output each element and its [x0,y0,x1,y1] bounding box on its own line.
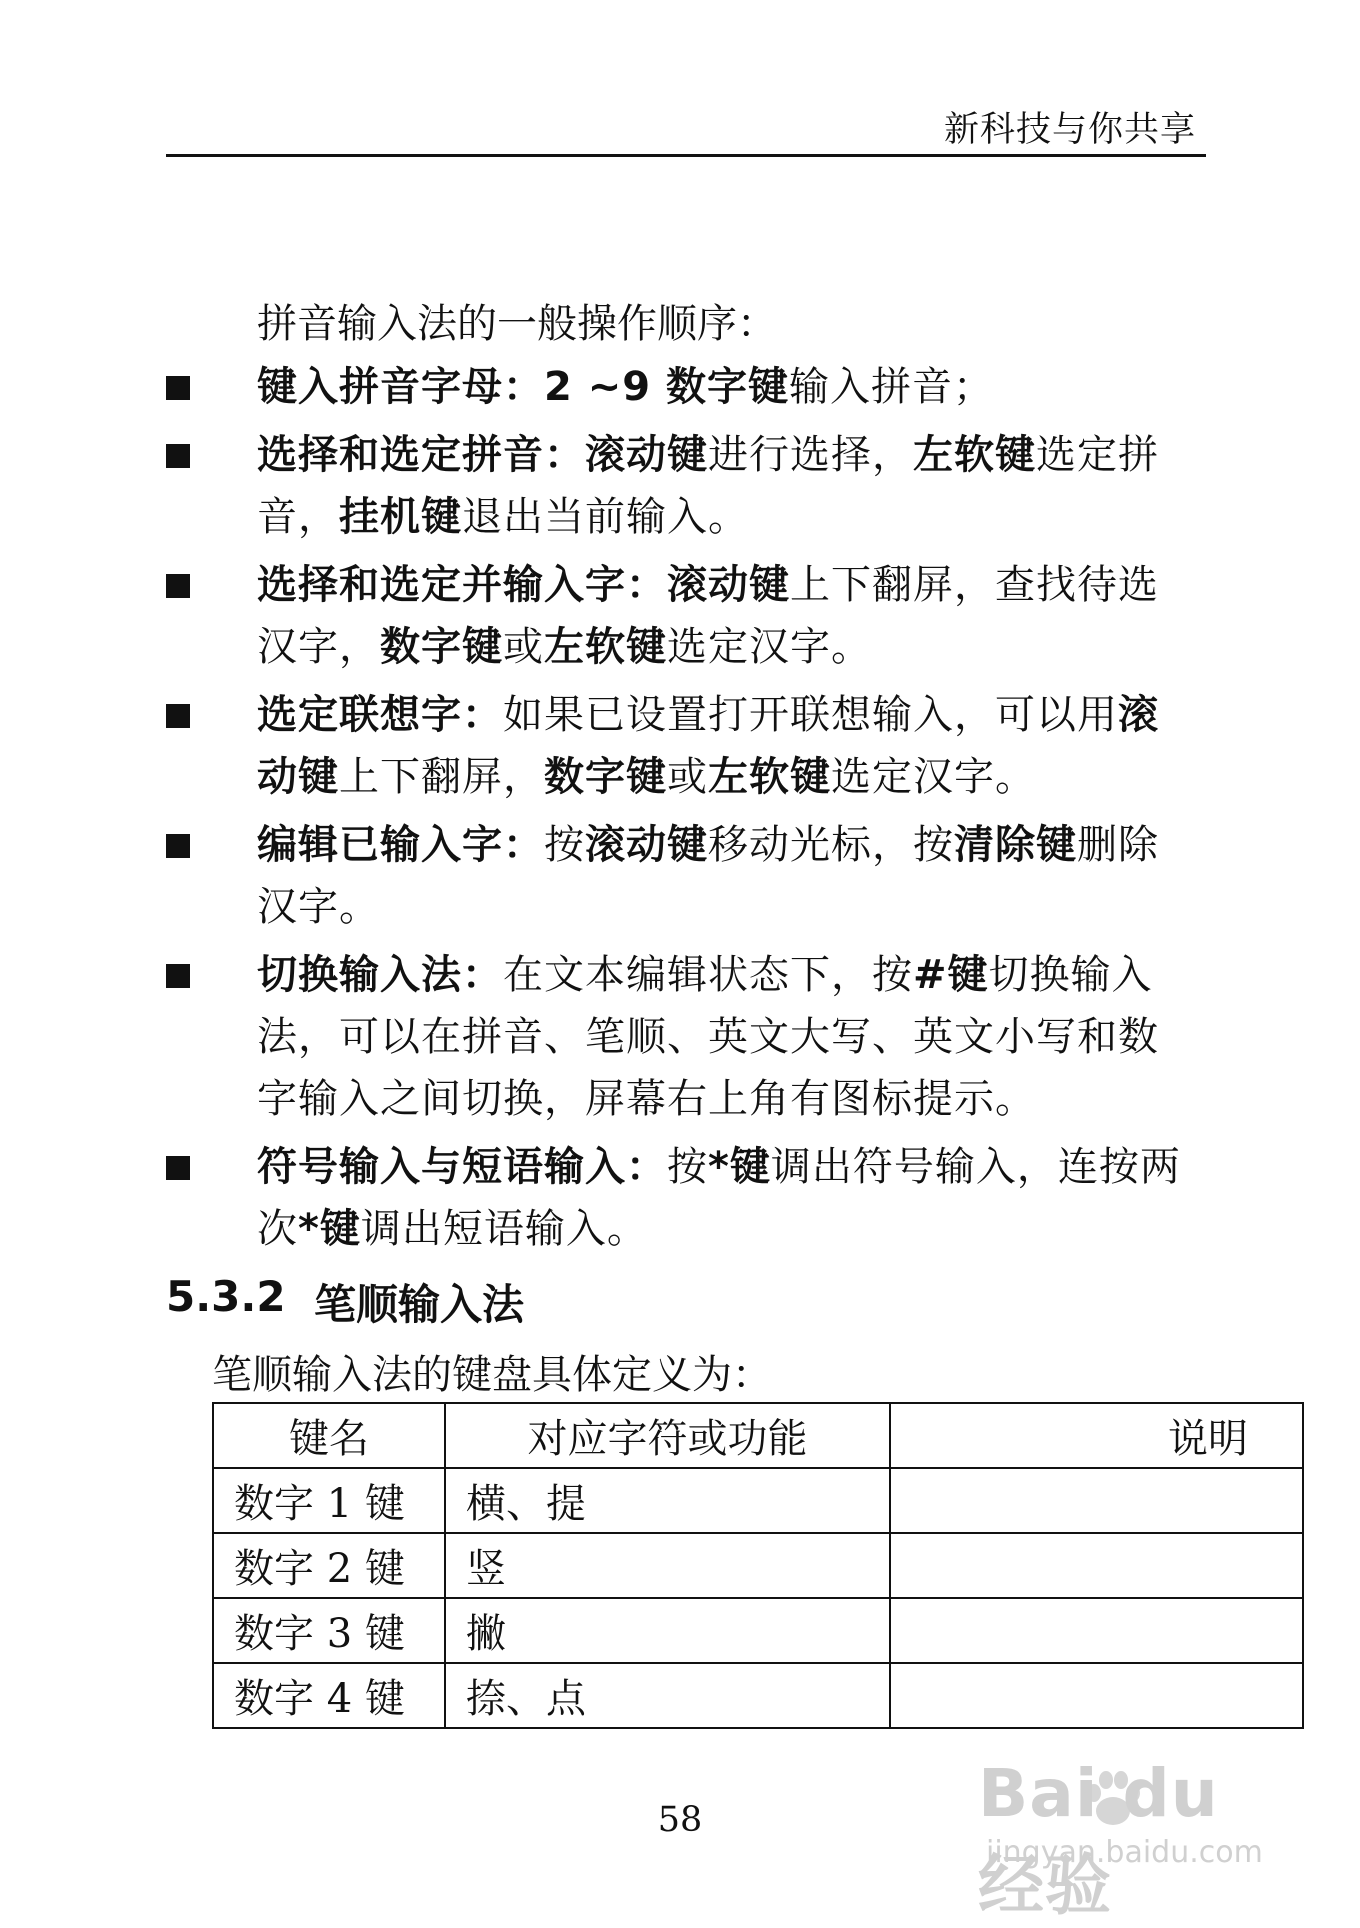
bold-segment: 2 ~9 [544,364,667,410]
bold-segment: 选择和选定拼音： [257,432,585,478]
section-title: 笔顺输入法 [314,1280,525,1329]
table-cell: 数字 3 键 [213,1598,445,1663]
table-cell [890,1663,1303,1728]
table-cell: 横、提 [445,1468,890,1533]
bold-segment: *键 [298,1206,361,1252]
text-segment: 上下翻屏，查找待选汉字， [257,562,1159,670]
bold-segment: 数字键 [666,364,790,410]
bullet-item [166,1136,1186,1260]
text-segment: 按 [544,822,585,868]
bullet-text [257,684,1185,808]
bullet-item [166,814,1186,938]
bold-segment: 键入拼音字母： [257,364,544,410]
bullet-item [166,356,1186,418]
section-heading [166,1272,524,1332]
page-number: 58 [657,1800,703,1840]
bold-segment: 左软键 [708,754,831,800]
section-intro: 笔顺输入法的键盘具体定义为： [212,1352,772,1398]
header-title: 新科技与你共享 [943,110,1196,150]
bullet-text [257,814,1185,938]
text-segment: 删除汉字。 [257,822,1159,930]
bullet-text [257,356,1185,418]
watermark-brand: Bai du 经验 [978,1755,1219,1924]
bullet-item [166,554,1186,678]
text-segment: 在文本编辑状态下，按 [503,952,913,998]
table-row [213,1533,1303,1598]
square-bullet-icon [166,834,190,858]
column-header-description: 说明 [890,1403,1303,1468]
baidu-jingyan-watermark [968,1755,1286,1924]
bullet-text [257,1136,1185,1260]
table-header-row [213,1403,1303,1468]
page-header [166,92,1206,157]
bold-segment: 选定联想字： [257,692,503,738]
bullet-item [166,684,1186,808]
text-segment: 选定汉字。 [831,754,1036,800]
bold-segment: 滚动键 [667,562,790,608]
text-segment: 选定拼音， [257,432,1159,540]
bold-segment: 左软键 [913,432,1036,478]
table-cell [890,1468,1303,1533]
bullet-text [257,944,1185,1130]
bold-segment: 左软键 [544,624,667,670]
table-cell: 数字 4 键 [213,1663,445,1728]
bullet-text [257,424,1185,548]
text-segment: 调出短语输入。 [360,1206,648,1252]
bold-segment: 数字键 [380,624,503,670]
key-definition-table [212,1402,1304,1729]
table-cell: 数字 1 键 [213,1468,445,1533]
table-cell: 捺、点 [445,1663,890,1728]
bullet-item [166,944,1186,1130]
bold-segment: *键 [708,1144,771,1190]
bold-segment: 编辑已输入字： [257,822,544,868]
text-segment: 退出当前输入。 [462,494,749,540]
bold-segment: #键 [913,952,989,998]
bold-segment: 滚动键 [257,692,1159,800]
table-cell: 竖 [445,1533,890,1598]
column-header-function: 对应字符或功能 [445,1403,890,1468]
bold-segment: 选择和选定并输入字： [257,562,667,608]
column-header-key-name: 键名 [213,1403,445,1468]
text-segment: 调出符号输入，连按两次 [257,1144,1181,1252]
table-cell: 数字 2 键 [213,1533,445,1598]
text-segment: 或 [667,754,708,800]
table-row [213,1468,1303,1533]
intro-text: 拼音输入法的一般操作顺序： [257,301,777,347]
bold-segment: 切换输入法： [257,952,503,998]
watermark-url: jingyan.baidu.com [986,1835,1263,1870]
bold-segment: 符号输入与短语输入： [257,1144,667,1190]
square-bullet-icon [166,376,190,400]
table-cell [890,1533,1303,1598]
bullet-text [257,554,1185,678]
text-segment: 输入拼音； [789,364,995,410]
square-bullet-icon [166,964,190,988]
text-segment: 切换输入法，可以在拼音、笔顺、英文大写、英文小写和数字输入之间切换，屏幕右上角有图标提示。 [257,952,1159,1122]
bold-segment: 数字键 [544,754,667,800]
square-bullet-icon [166,574,190,598]
text-segment: 按 [667,1144,708,1190]
table-row [213,1663,1303,1728]
text-segment: 如果已设置打开联想输入，可以用 [503,692,1118,738]
square-bullet-icon [166,444,190,468]
table-cell: 撇 [445,1598,890,1663]
text-segment: 移动光标，按 [708,822,954,868]
bullet-list [166,356,1186,1266]
table-row [213,1598,1303,1663]
table-cell [890,1598,1303,1663]
bold-segment: 挂机键 [339,494,462,540]
bullet-item [166,424,1186,548]
text-segment: 进行选择， [708,432,913,478]
text-segment: 上下翻屏， [339,754,544,800]
square-bullet-icon [166,1156,190,1180]
square-bullet-icon [166,704,190,728]
bold-segment: 滚动键 [585,432,708,478]
section-number: 5.3.2 [166,1272,286,1321]
bold-segment: 滚动键 [585,822,708,868]
text-segment: 或 [503,624,544,670]
bold-segment: 清除键 [954,822,1077,868]
text-segment: 选定汉字。 [667,624,872,670]
